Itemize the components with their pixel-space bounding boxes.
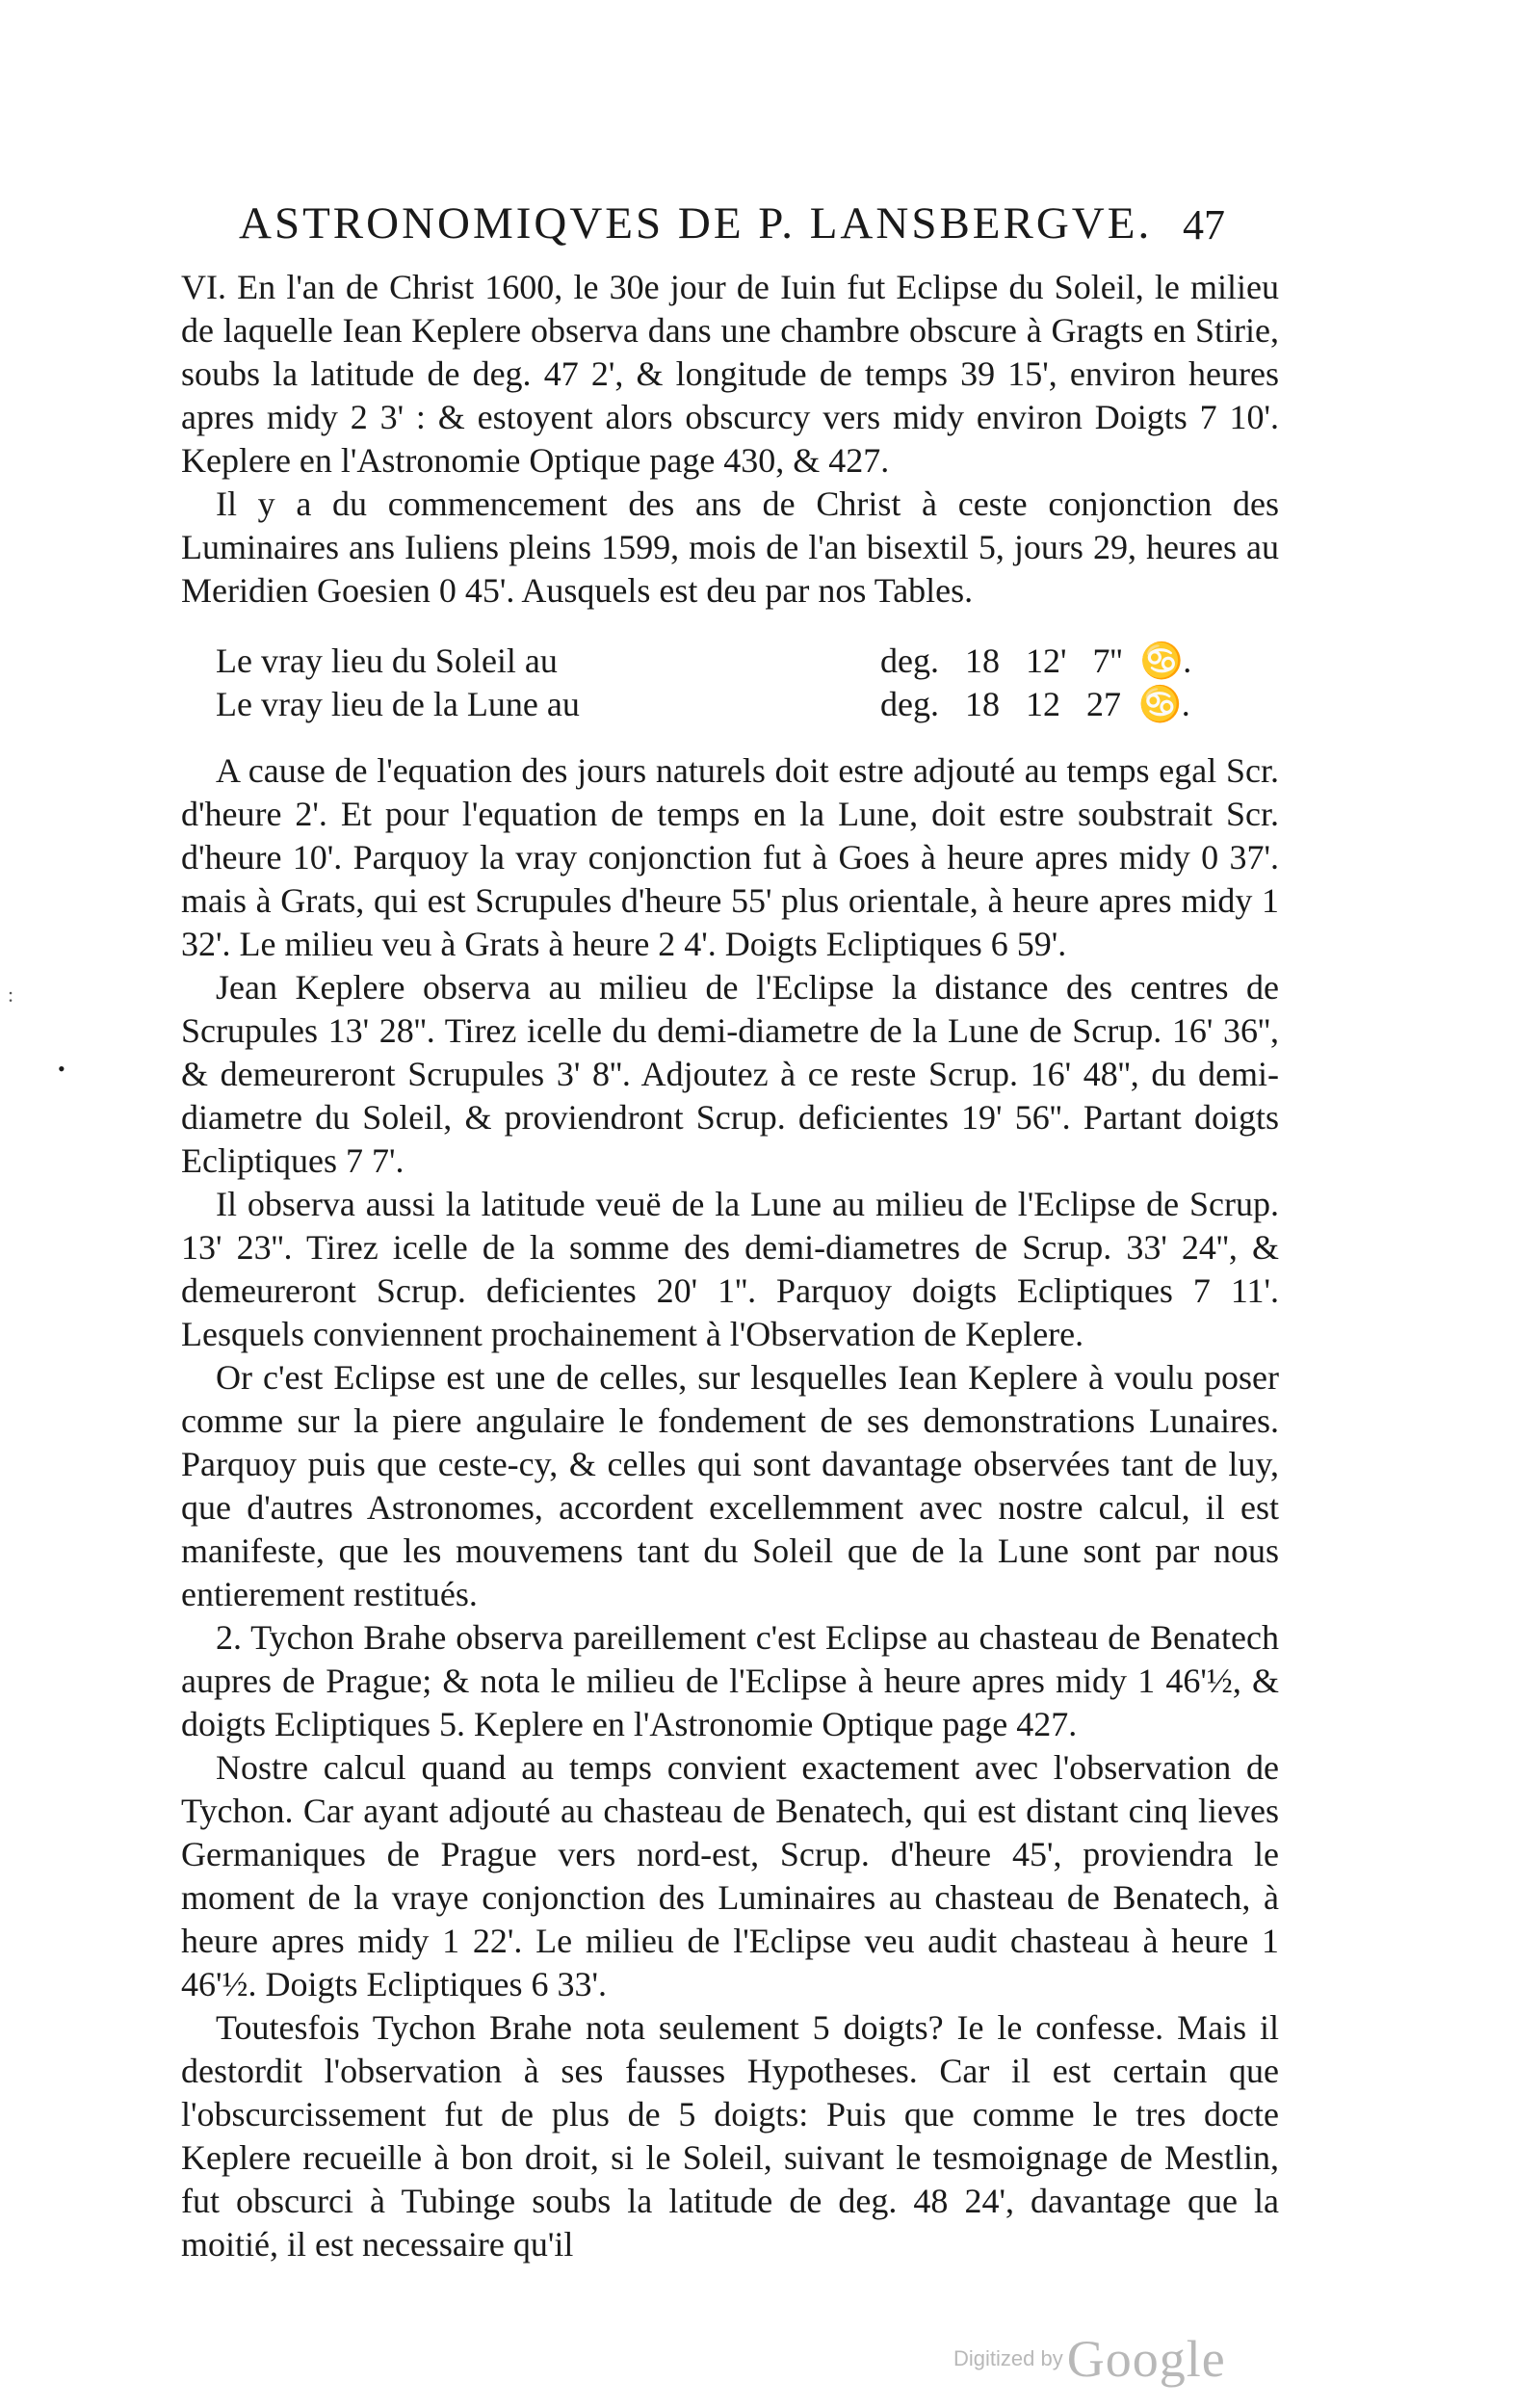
body-text [181, 266, 1279, 2266]
paragraph: Toutesfois Tychon Brahe nota seulement 5 doigts? Ie le confesse. Mais il destordit l'observation à ses fausses Hypotheses. Car il est certain que l'obscurcissement fut de plus de 5 doigts: Puis que comme le tres docte Keplere recueille à bon droit, si le Soleil, suivant le tesmoignage de Mestlin, fut obscurci à Tubinge soubs la latitude de deg. 48 24', davantage que la moitié, il est necessaire qu'il [181, 2008, 1279, 2264]
table-value: deg. 18 12' 7'' ♋. [880, 641, 1192, 680]
paragraph: Or c'est Eclipse est une de celles, sur lesquelles Iean Keplere à voulu poser comme sur la piere angulaire le fondement de ses demonstrations Lunaires. Parquoy puis que ceste-cy, & celles qui sont davantage observées tant de luy, que d'autres Astronomes, accordent excellemment avec nostre calcul, il est manifeste, que les mouvemens tant du Soleil que de la Lune sont par nous entierement restitués. [181, 1358, 1279, 1613]
position-table [181, 640, 1279, 726]
paragraph: Jean Keplere observa au milieu de l'Eclipse la distance des centres de Scrupules 13' 28''. Tirez icelle du demi-diametre de la Lune de Scrup. 16' 36'', & demeureront Scrupules 3' 8''. Adjoutez à ce reste Scrup. 16' 48'', du demi-diametre du Soleil, & proviendront Scrup. deficientes 19' 56''. Partant doigts Ecliptiques 7 7'. [181, 968, 1279, 1180]
paragraph: VI. En l'an de Christ 1600, le 30e jour de Iuin fut Eclipse du Soleil, le milieu de laquelle Iean Keplere observa dans une chambre obscure à Gragts en Stirie, soubs la latitude de deg. 47 2', & longitude de temps 39 15', environ heures apres midy 2 3' : & estoyent alors obscurcy vers midy environ Doigts 7 10'. Keplere en l'Astronomie Optique page 430, & 427. [181, 268, 1279, 480]
page-number: 47 [1183, 201, 1225, 249]
paragraph: Il y a du commencement des ans de Christ à ceste conjonction des Luminaires ans Iuliens pleins 1599, mois de l'an bisextil 5, jours 29, heures au Meridien Goesien 0 45'. Ausquels est deu par nos Tables. [181, 484, 1279, 610]
paragraph: 2. Tychon Brahe observa pareillement c'est Eclipse au chasteau de Benatech aupres de Prague; & nota le milieu de l'Eclipse à heure apres midy 1 46'½, & doigts Ecliptiques 5. Keplere en l'Astronomie Optique page 427. [181, 1618, 1279, 1743]
margin-mark: : [8, 982, 14, 1007]
table-value: deg. 18 12 27 ♋. [880, 685, 1190, 723]
digitized-watermark [953, 2329, 1300, 2396]
table-row [216, 640, 1279, 683]
watermark-prefix: Digitized by [953, 2346, 1063, 2370]
table-label: Le vray lieu de la Lune au [216, 685, 580, 723]
table-label: Le vray lieu du Soleil au [216, 641, 558, 680]
running-title: ASTRONOMIQVES DE P. LANSBERGVE. [239, 198, 1153, 249]
paragraph: A cause de l'equation des jours naturels doit estre adjouté au temps egal Scr. d'heure 2'. Et pour l'equation de temps en la Lune, doit estre soubstrait Scr. d'heure 10'. Parquoy la vray conjonction fut à Goes à heure apres midy 0 37'. mais à Grats, qui est Scrupules d'heure 55' plus orientale, à heure apres midy 1 32'. Le milieu veu à Grats à heure 2 4'. Doigts Ecliptiques 6 59'. [181, 751, 1279, 963]
paragraph: Nostre calcul quand au temps convient exactement avec l'observation de Tychon. Car ayant adjouté au chasteau de Benatech, qui est distant cinq lieves Germaniques de Prague vers nord-est, Scrup. d'heure 45', proviendra le moment de la vraye conjonction des Luminaires au chasteau de Benatech, à heure apres midy 1 22'. Le milieu de l'Eclipse veu audit chasteau à heure 1 46'½. Doigts Ecliptiques 6 33'. [181, 1748, 1279, 2003]
google-logo: Google [1066, 2330, 1226, 2388]
table-row [216, 683, 1279, 726]
paragraph: Il observa aussi la latitude veuë de la Lune au milieu de l'Eclipse de Scrup. 13' 23''. Tirez icelle de la somme des demi-diametres de Scrup. 33' 24'', & demeureront Scrup. deficientes 20' 1''. Parquoy doigts Ecliptiques 7 11'. Lesquels conviennent prochainement à l'Observation de Keplere. [181, 1185, 1279, 1353]
margin-dot: • [58, 1057, 65, 1081]
